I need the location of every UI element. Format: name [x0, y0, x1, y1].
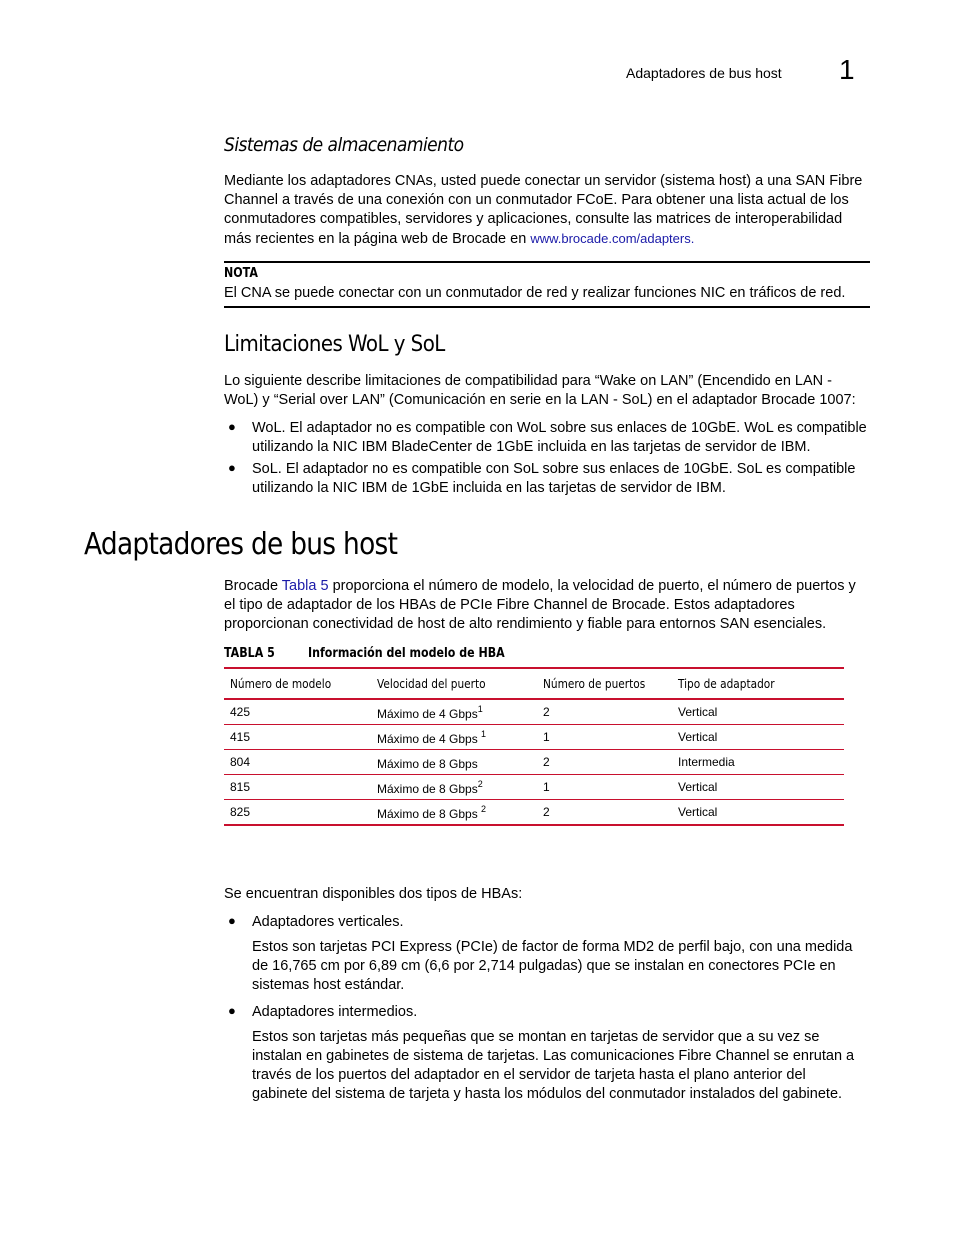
cell-ports: 2 [537, 800, 672, 826]
cell-ports: 2 [537, 750, 672, 775]
cell-type: Vertical [672, 800, 844, 826]
bullet-icon: ● [228, 460, 236, 475]
hba-heading: Adaptadores de bus host [84, 527, 398, 562]
cell-type: Intermedia [672, 750, 844, 775]
desc-line: instalan en gabinetes de sistema de tarjetas. Las comunicaciones Fibre Channel se enrutan a [252, 1048, 855, 1064]
col-header-ports: Número de puertos [537, 668, 672, 699]
storage-line: conmutadores compatibles, servidores y aplicaciones, consulte las matrices de interoperabilidad [224, 211, 843, 227]
storage-line: Mediante los adaptadores CNAs, usted puede conectar un servidor (sistema host) a una SAN Fibre [224, 173, 863, 189]
vertical-adapters-title: Adaptadores verticales. [252, 914, 404, 930]
cell-type: Vertical [672, 699, 844, 725]
note-text: El CNA se puede conectar con un conmutador de red y realizar funciones NIC en tráficos de red. [224, 285, 846, 301]
brocade-adapters-link[interactable]: www.brocade.com/adapters. [530, 231, 695, 246]
footnote-ref: 2 [477, 778, 483, 789]
table-5-link[interactable]: Tabla 5 [281, 578, 329, 594]
cell-model: 425 [224, 699, 371, 725]
cell-model: 815 [224, 775, 371, 800]
cell-speed: Máximo de 8 Gbps $^2$ [371, 800, 537, 826]
sol-bullet-line: utilizando la NIC IBM de 1GbE incluida en las tarjetas de servidor de IBM. [252, 480, 726, 496]
hba-intro-line: proporcionan conectividad de host de alto rendimiento y fiable para entornos SAN esenciales. [224, 616, 827, 632]
hba-intro-line: Brocade Tabla 5 proporciona el número de modelo, la velocidad de puerto, el número de puertos y [224, 578, 856, 594]
storage-line: más recientes en la página web de Brocade en www.brocade.com/adapters. [224, 231, 695, 247]
cell-speed: Máximo de 8 Gbps [371, 750, 537, 775]
wol-sol-heading: Limitaciones WoL y SoL [224, 332, 445, 357]
table-header-row [224, 668, 844, 699]
desc-line: Estos son tarjetas más pequeñas que se montan en tarjetas de servidor que a su vez se [252, 1029, 820, 1045]
table-row [224, 725, 844, 750]
storage-line: Channel a través de una conexión con un conmutador FCoE. Para obtener una lista actual de los [224, 192, 849, 208]
hba-model-table [224, 667, 844, 826]
table-row [224, 775, 844, 800]
table-row [224, 750, 844, 775]
footnote-ref: 2 [481, 803, 487, 814]
bullet-icon: ● [228, 1003, 236, 1018]
storage-paragraph [224, 172, 870, 249]
wol-intro-line: Lo siguiente describe limitaciones de compatibilidad para “Wake on LAN” (Encendido en LAN - [224, 373, 832, 389]
wol-bullet-line: WoL. El adaptador no es compatible con WoL sobre sus enlaces de 10GbE. WoL es compatible [252, 420, 867, 436]
cell-speed: Máximo de 8 Gbps$^2$ [371, 775, 537, 800]
hba-types-intro: Se encuentran disponibles dos tipos de HBAs: [224, 886, 523, 902]
desc-line: través de los puertos del adaptador en el servidor de tarjeta hasta el plano anterior del [252, 1067, 806, 1083]
note-top-rule [224, 261, 870, 263]
col-header-speed: Velocidad del puerto [371, 668, 537, 699]
table-label: TABLA 5 [224, 646, 275, 661]
cell-speed: Máximo de 4 Gbps$^1$ [371, 699, 537, 725]
cell-model: 804 [224, 750, 371, 775]
cell-type: Vertical [672, 725, 844, 750]
vertical-adapters-desc [252, 938, 870, 995]
table-row [224, 800, 844, 826]
cell-speed: Máximo de 4 Gbps $^1$ [371, 725, 537, 750]
sol-bullet-line: SoL. El adaptador no es compatible con SoL sobre sus enlaces de 10GbE. SoL es compatible [252, 461, 856, 477]
desc-line: gabinete del sistema de tarjeta y hasta los módulos del conmutador instalados del gabinete. [252, 1086, 843, 1102]
bullet-icon: ● [228, 419, 236, 434]
running-header: Adaptadores de bus host [626, 65, 782, 81]
note-label: NOTA [224, 266, 258, 281]
col-header-type: Tipo de adaptador [672, 668, 844, 699]
sol-bullet [252, 460, 870, 498]
footnote-ref: 1 [477, 703, 483, 714]
cell-ports: 1 [537, 775, 672, 800]
mezzanine-adapters-desc [252, 1028, 870, 1104]
storage-heading: Sistemas de almacenamiento [224, 134, 464, 156]
cell-model: 415 [224, 725, 371, 750]
table-title: Información del modelo de HBA [308, 646, 505, 661]
wol-bullet-line: utilizando la NIC IBM BladeCenter de 1GbE incluida en las tarjetas de servidor de IBM. [252, 439, 811, 455]
cell-ports: 2 [537, 699, 672, 725]
hba-intro [224, 577, 870, 634]
mezzanine-adapters-title: Adaptadores intermedios. [252, 1004, 418, 1020]
note-bottom-rule [224, 306, 870, 308]
table-row [224, 699, 844, 725]
desc-line: de 16,765 cm por 6,89 cm (6,6 por 2,714 pulgadas) que se instalan en conectores PCIe en [252, 958, 836, 974]
hba-intro-line: el tipo de adaptador de los HBAs de PCIe Fibre Channel de Brocade. Estos adaptadores [224, 597, 795, 613]
cell-ports: 1 [537, 725, 672, 750]
wol-intro [224, 372, 870, 410]
cell-model: 825 [224, 800, 371, 826]
desc-line: Estos son tarjetas PCI Express (PCIe) de factor de forma MD2 de perfil bajo, con una medida [252, 939, 853, 955]
cell-type: Vertical [672, 775, 844, 800]
wol-intro-line: WoL) y “Serial over LAN” (Comunicación en serie en la LAN - SoL) en el adaptador Brocade 1007: [224, 392, 856, 408]
wol-bullet [252, 419, 870, 457]
footnote-ref: 1 [481, 728, 487, 739]
col-header-model: Número de modelo [224, 668, 371, 699]
desc-line: sistemas host estándar. [252, 977, 405, 993]
bullet-icon: ● [228, 913, 236, 928]
chapter-number: 1 [839, 54, 855, 85]
